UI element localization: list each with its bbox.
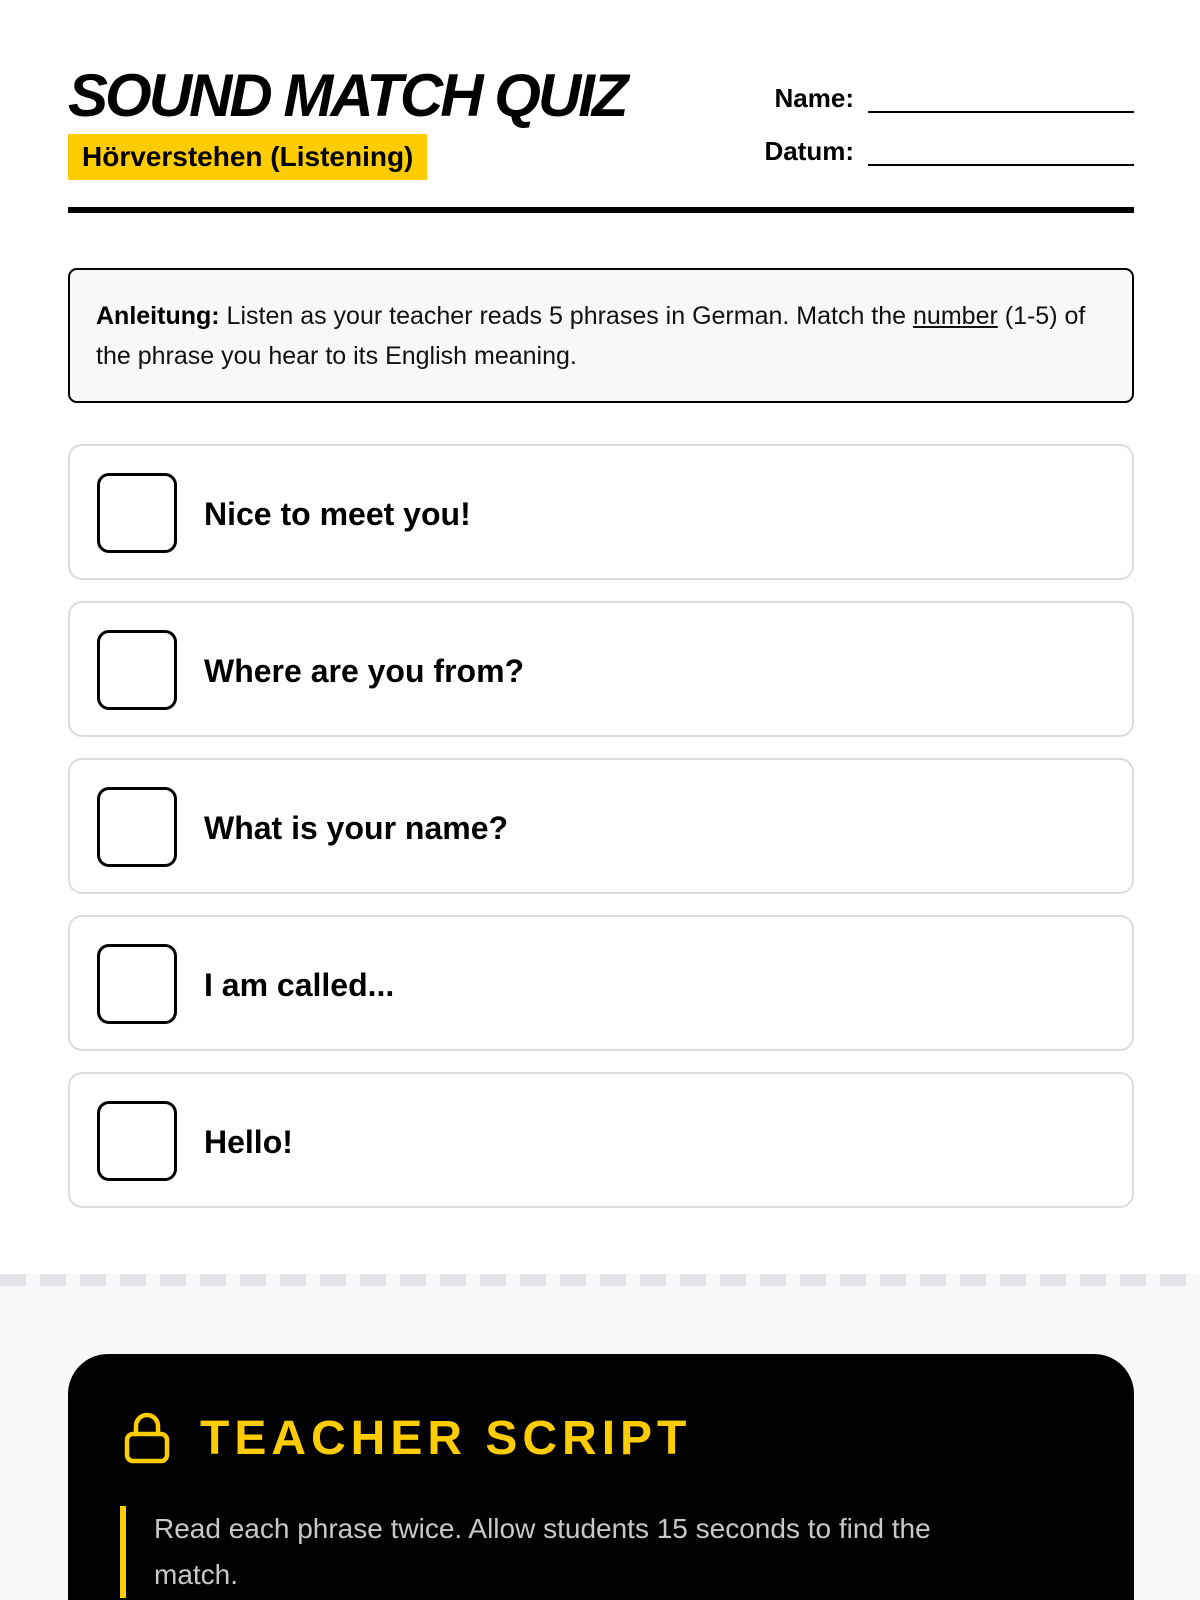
match-item — [68, 601, 1134, 737]
teacher-script-card — [68, 1354, 1134, 1600]
match-item — [68, 758, 1134, 894]
cut-line-divider — [0, 1274, 1200, 1286]
instructions-underlined-word: number — [913, 302, 998, 330]
match-item — [68, 915, 1134, 1051]
date-field-row — [764, 135, 1134, 167]
lock-icon — [124, 1412, 170, 1464]
instructions-text-after: (1-5) of the phrase you hear to its English meaning. — [96, 302, 1086, 370]
teacher-script-note: Read each phrase twice. Allow students 15 seconds to find the match. — [120, 1506, 1020, 1598]
page-title: SOUND MATCH QUIZ — [68, 62, 626, 129]
match-item — [68, 1072, 1134, 1208]
worksheet-header — [68, 64, 1134, 214]
teacher-script-title: TEACHER SCRIPT — [200, 1412, 692, 1465]
answer-box[interactable] — [97, 630, 177, 710]
answer-box[interactable] — [97, 787, 177, 867]
phrase-text: Hello! — [204, 1124, 293, 1160]
phrase-text: I am called... — [204, 967, 395, 1003]
match-list — [68, 444, 1134, 1229]
instructions-text-before: Listen as your teacher reads 5 phrases in German. Match the — [226, 302, 907, 330]
phrase-text: Where are you from? — [204, 653, 525, 689]
answer-box[interactable] — [97, 473, 177, 553]
answer-box[interactable] — [97, 944, 177, 1024]
date-blank-line[interactable] — [868, 164, 1134, 166]
instructions-label: Anleitung: — [96, 302, 220, 330]
match-item — [68, 444, 1134, 580]
answer-box[interactable] — [97, 1101, 177, 1181]
phrase-text: Nice to meet you! — [204, 496, 471, 532]
name-field-row — [775, 82, 1134, 114]
date-label: Datum: — [764, 136, 854, 166]
header-divider — [68, 207, 1134, 213]
name-blank-line[interactable] — [868, 111, 1134, 113]
instructions-box — [68, 268, 1134, 403]
name-label: Name: — [774, 83, 854, 113]
phrase-text: What is your name? — [204, 810, 509, 846]
subtitle-badge: Hörverstehen (Listening) — [68, 134, 427, 180]
